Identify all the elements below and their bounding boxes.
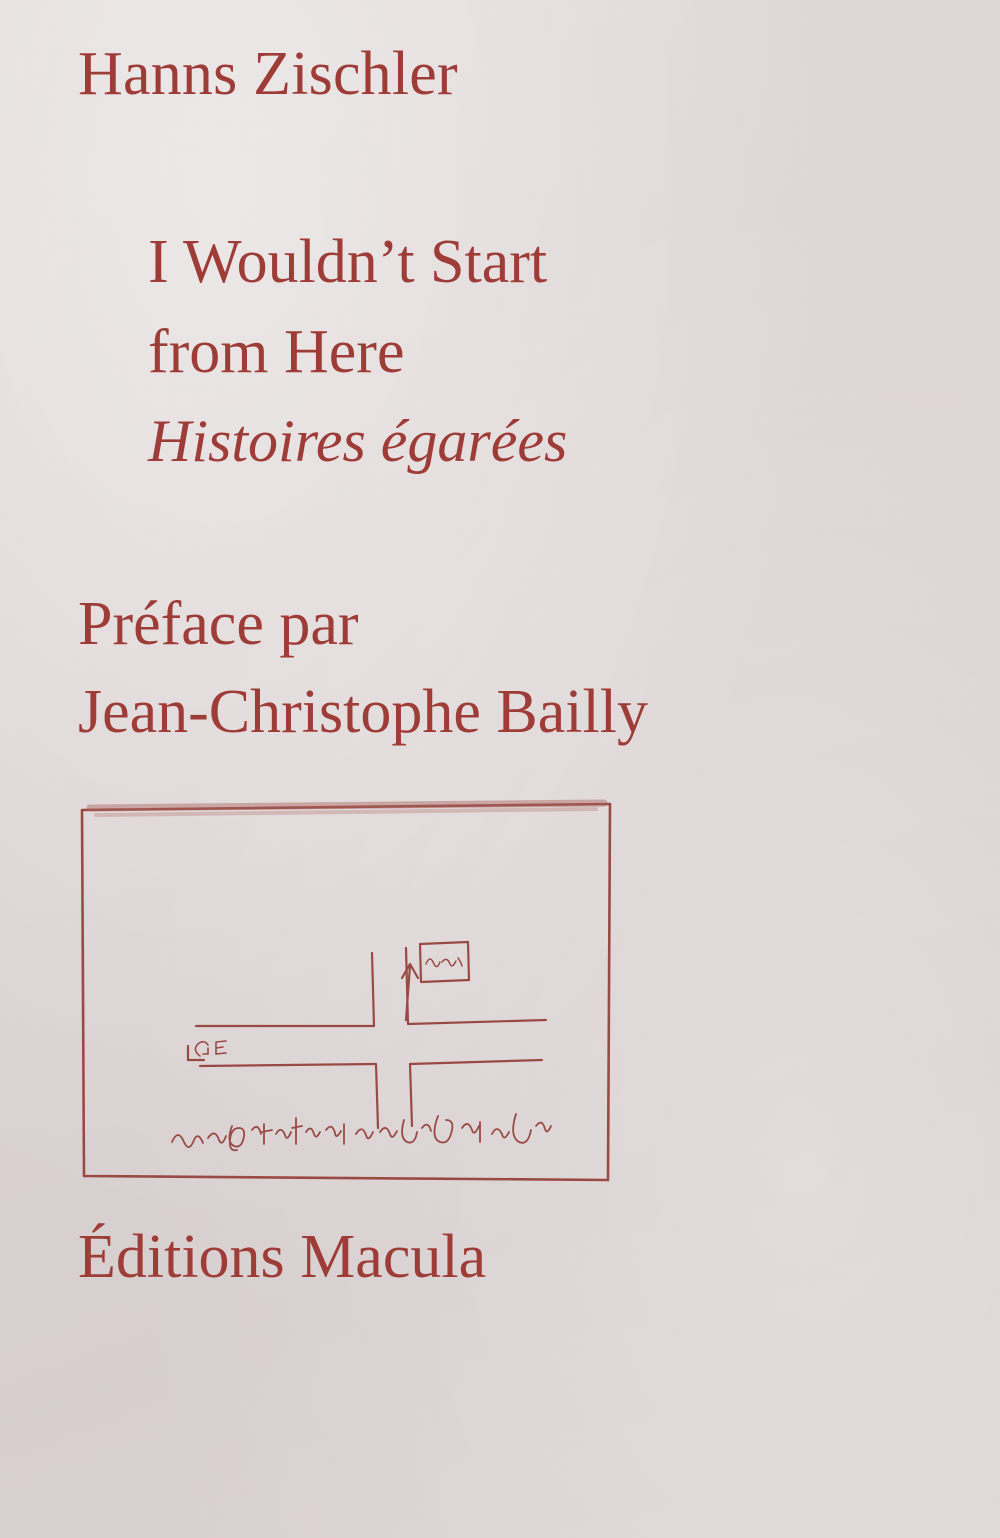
publisher-name: Éditions Macula xyxy=(78,1223,487,1291)
preface-block xyxy=(78,580,918,756)
subtitle: Histoires égarées xyxy=(148,407,568,474)
author-name: Hanns Zischler xyxy=(78,40,458,108)
preface-line-1: Préface par xyxy=(78,590,359,658)
title-block xyxy=(148,218,848,485)
title-line-1: I Wouldn’t Start xyxy=(148,228,548,296)
title-line-2: from Here xyxy=(148,317,405,386)
preface-line-2: Jean-Christophe Bailly xyxy=(78,678,648,747)
map-sketch-illustration xyxy=(76,798,616,1188)
